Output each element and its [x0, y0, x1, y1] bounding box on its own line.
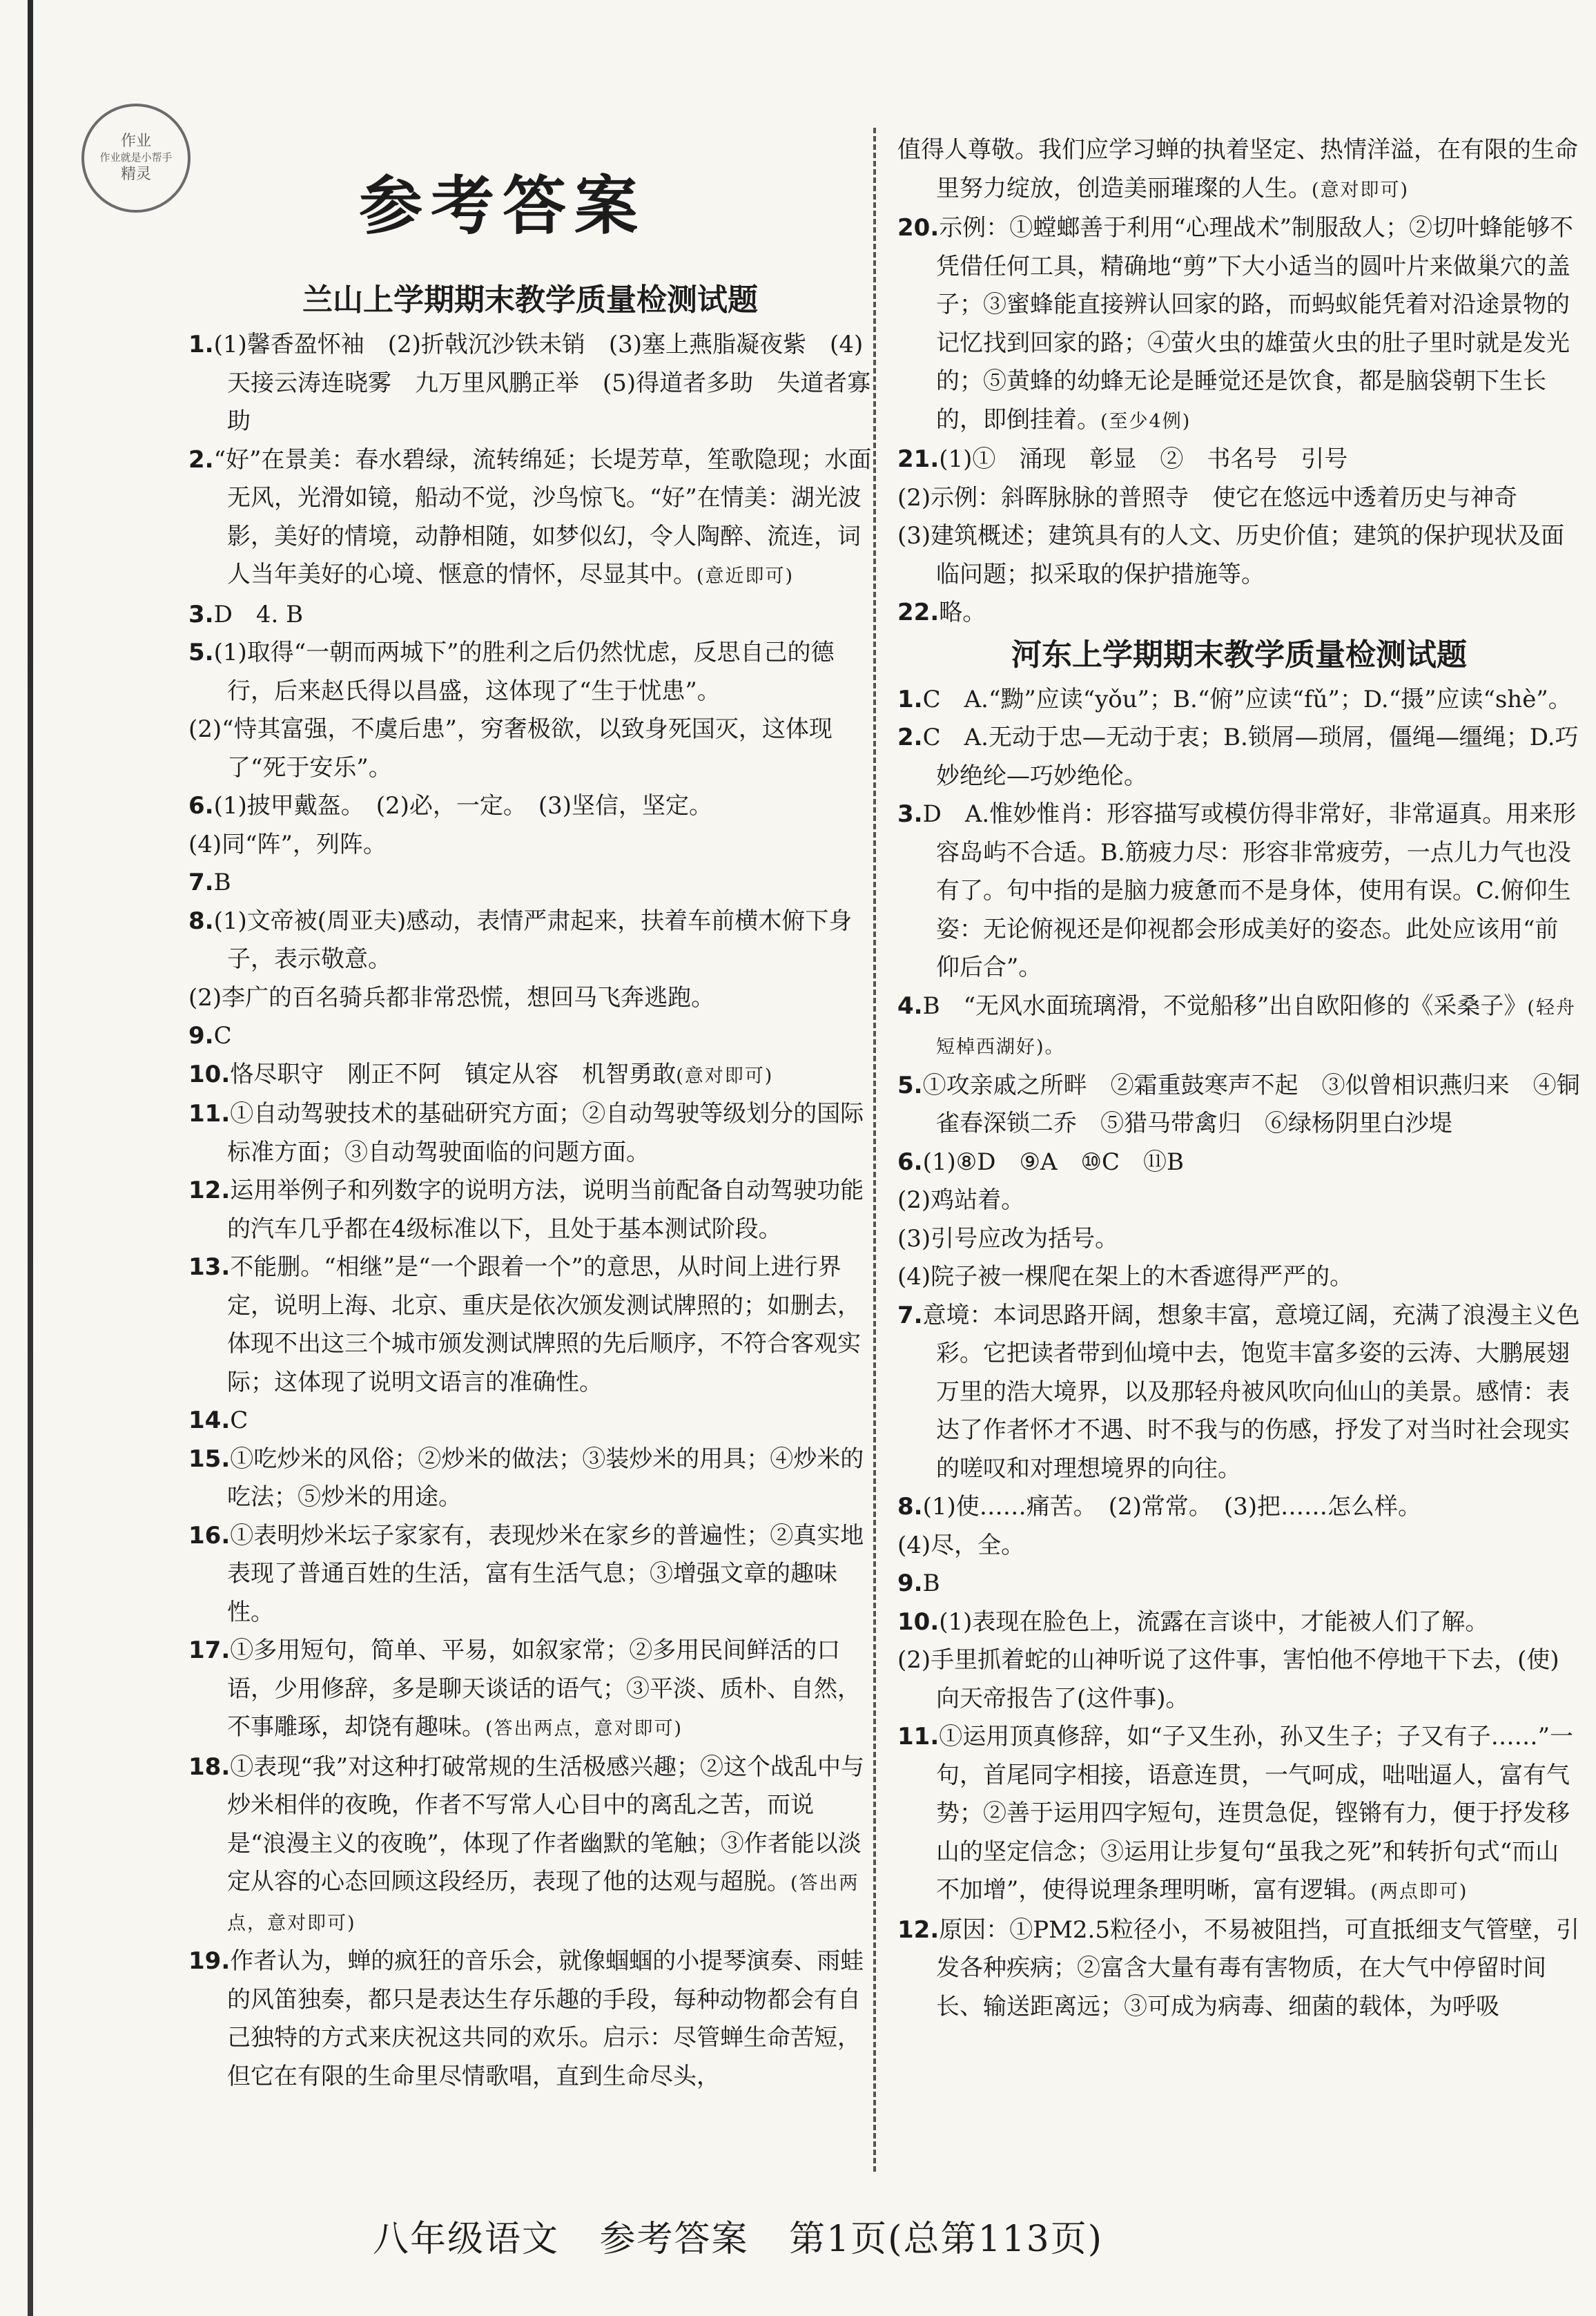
- answer-item: [897, 1527, 1581, 1565]
- page-footer: [373, 2210, 1131, 2261]
- answer-item: [897, 1718, 1581, 1911]
- answer-item: [897, 441, 1581, 479]
- left-section-title: 兰山上学期期末教学质量检测试题: [302, 282, 758, 318]
- answer-number: 21.: [897, 445, 940, 473]
- answer-number: 14.: [188, 1407, 231, 1434]
- left-column: [188, 278, 872, 2096]
- answer-number: 7.: [188, 869, 214, 896]
- answer-number: 7.: [897, 1301, 923, 1329]
- answer-text: ①表现“我”对这种打破常规的生活极感兴趣；②这个战乱中与炒米相伴的夜晚，作者不写常人心目中的离乱之苦，而说是“浪漫主义的夜晚”，体现了作者幽默的笔触；③作者能以淡定从容的心态回顾这段经历，表现了他的达观与超脱。: [227, 1753, 864, 1895]
- answer-item: [897, 594, 1581, 633]
- answer-text: 示例：①螳螂善于利用“心理战术”制服敌人；②切叶蜂能够不凭借任何工具，精确地“剪”下大小适当的圆叶片来做巢穴的盖子；③蜜蜂能直接辨认回家的路，而蚂蚁能凭着对沿途景物的记忆找到回家的路；④萤火虫的雄萤火虫的肚子里时就是发光的；⑤黄蜂的幼蜂无论是睡觉还是饮食，都是脑袋朝下生长的，即倒挂着。: [936, 214, 1573, 434]
- answer-text: (2)鸡站着。: [897, 1186, 1025, 1214]
- answer-note: (意近即可): [697, 566, 795, 587]
- answer-text: 略。: [939, 599, 986, 626]
- answer-text: ①运用顶真修辞，如“子又生孙，孙又生子；子又有子……”一句，首尾同字相接，语意连贯，一气呵成，咄咄逼人，富有气势；②善于运用四字短句，连贯急促，铿锵有力，便于抒发移山的坚定信念；③运用让步复句“虽我之死”和转折句式“而山不加增”，使得说理条理明晰，富有逻辑。: [936, 1723, 1573, 1904]
- answer-number: 13.: [188, 1253, 231, 1281]
- answer-text: (1)⑧D ⑨A ⑩C ⑪B: [922, 1148, 1184, 1176]
- answer-text: C A.“黝”应读“yǒu”；B.“俯”应读“fǔ”；D.“摄”应读“shè”。: [922, 685, 1572, 713]
- answer-item: [188, 1248, 872, 1402]
- answer-item: [897, 1181, 1581, 1220]
- answer-text: ①攻亲戚之所畔 ②霜重鼓寒声不起 ③似曾相识燕归来 ④铜雀春深锁二乔 ⑤猎马带禽归 ⑥绿杨阴里白沙堤: [922, 1071, 1580, 1137]
- answer-item: [897, 1220, 1581, 1259]
- answer-text: ①表明炒米坛子家家有，表现炒米在家乡的普遍性；②真实地表现了普通百姓的生活，富有生活气息；③增强文章的趣味性。: [227, 1521, 864, 1626]
- column-divider: [873, 128, 876, 2172]
- answer-text: (1)馨香盈怀袖 (2)折戟沉沙铁未销 (3)塞上燕脂凝夜紫 (4)天接云涛连晓雾 九万里风鹏正举 (5)得道者多助 失道者寡助: [213, 331, 871, 435]
- answer-item: [897, 795, 1581, 987]
- stamp-middle: 作业就是小帮手: [99, 151, 173, 164]
- answer-item: [188, 1017, 872, 1056]
- answer-item: [188, 711, 872, 787]
- answer-number: 10.: [188, 1060, 231, 1088]
- answer-item: [188, 787, 872, 826]
- answer-note: (轻舟短棹西湖好)。: [936, 996, 1576, 1058]
- answer-item: [897, 517, 1581, 594]
- answer-number: 20.: [897, 214, 940, 242]
- answer-item: [897, 681, 1581, 720]
- answer-number: 2.: [188, 445, 214, 474]
- answer-text: D 4. B: [213, 600, 304, 628]
- answer-number: 22.: [897, 599, 940, 626]
- answer-item: [897, 1603, 1581, 1642]
- right-section-title: 河东上学期期末教学质量检测试题: [1011, 637, 1467, 673]
- answer-text: (1)取得“一朝而两城下”的胜利之后仍然忧虑，反思自己的德行，后来赵氏得以昌盛，这体现了“生于忧患”。: [213, 639, 835, 705]
- answer-number: 15.: [188, 1445, 231, 1473]
- footer-subject: 八年级语文: [373, 2219, 560, 2260]
- answer-item: [188, 826, 872, 865]
- answer-text: (1)披甲戴盔。 (2)必，一定。 (3)坚信，坚定。: [213, 792, 713, 820]
- answer-text: 运用举例子和列数字的说明方法，说明当前配备自动驾驶功能的汽车几乎都在4级标准以下，且处于基本测试阶段。: [227, 1177, 864, 1243]
- left-answer-list: [188, 326, 872, 2096]
- answer-item: [188, 1517, 872, 1632]
- answer-item: [188, 864, 872, 903]
- answer-text: C: [213, 1022, 232, 1050]
- answer-item: [897, 1641, 1581, 1718]
- answer-item: [897, 1297, 1581, 1489]
- answer-item: [897, 1067, 1581, 1143]
- answer-text: D A.惟妙惟肖：形容描写或模仿得非常好，非常逼真。用来形容岛屿不合适。B.筋疲力尽：形容非常疲劳，一点儿力气也没有了。句中指的是脑力疲惫而不是身体，使用有误。C.俯仰生姿：无论俯视还是仰视都会形成美好的姿态。此处应该用“前仰后合”。: [922, 800, 1577, 981]
- answer-number: 3.: [897, 800, 923, 828]
- answer-item: [188, 596, 872, 635]
- answer-item: [897, 719, 1581, 795]
- answer-number: 1.: [188, 331, 214, 358]
- answer-number: 12.: [188, 1177, 231, 1204]
- page-edge: [28, 0, 33, 2316]
- answer-number: 11.: [188, 1100, 231, 1128]
- logo-stamp: [81, 104, 191, 213]
- answer-text: C A.无动于忠—无动于衷；B.锁屑—琐屑，僵绳—缰绳；D.巧妙绝纶—巧妙绝伦。: [922, 724, 1579, 790]
- answer-item: [188, 1056, 872, 1096]
- answer-number: 3.: [188, 600, 214, 628]
- answer-text: 恪尽职守 刚正不阿 镇定从容 机智勇敢: [230, 1060, 677, 1088]
- answer-item: [897, 1143, 1581, 1182]
- answer-number: 9.: [188, 1022, 214, 1050]
- stamp-top: 作业: [120, 132, 151, 150]
- answer-item: [188, 441, 872, 596]
- answer-number: 1.: [897, 685, 923, 713]
- answer-note: (意对即可): [676, 1065, 774, 1087]
- answer-number: 16.: [188, 1521, 231, 1550]
- answer-text: 意境：本词思路开阔，想象丰富，意境辽阔，充满了浪漫主义色彩。它把读者带到仙境中去，饱览丰富多姿的云涛、大鹏展翅万里的浩大境界，以及那轻舟被风吹向仙山的美景。感情：表达了作者怀才不遇、时不我与的伤感，抒发了对当时社会现实的嗟叹和对理想境界的向往。: [922, 1301, 1580, 1483]
- answer-text: (2)李广的百名骑兵都非常恐慌，想回马飞奔逃跑。: [188, 983, 715, 1012]
- answer-number: 17.: [188, 1637, 231, 1664]
- answer-note: (意对即可): [1312, 179, 1410, 201]
- answer-note: (答出两点，意对即可): [227, 1873, 859, 1934]
- answer-item: [188, 1748, 872, 1943]
- answer-text: (2)示例：斜晖脉脉的普照寺 使它在悠远中透着历史与神奇: [897, 483, 1518, 512]
- answer-item: [897, 1911, 1581, 2027]
- answer-text: “好”在景美：春水碧绿，流转绵延；长堤芳草，笙歌隐现；水面无风，光滑如镜，船动不觉，沙鸟惊飞。“好”在情美：湖光波影，美好的情境，动静相随，如梦似幻，令人陶醉、流连，词人当年美好的心境、惬意的情怀，尽显其中。: [213, 445, 872, 588]
- answer-text: (3)建筑概述；建筑具有的人文、历史价值；建筑的保护现状及面临问题；拟采取的保护措施等。: [897, 522, 1565, 588]
- answer-number: 8.: [188, 907, 214, 935]
- answer-item: [188, 1095, 872, 1172]
- answer-text: (1)文帝被(周亚夫)感动，表情严肃起来，扶着车前横木俯下身子，表示敬意。: [213, 907, 853, 973]
- answer-text: B “无风水面琉璃滑，不觉船移”出自欧阳修的《采桑子》: [922, 992, 1528, 1020]
- answer-item: [897, 209, 1581, 441]
- answer-text: (1)表现在脸色上，流露在言谈中，才能被人们了解。: [939, 1608, 1489, 1636]
- answer-item: [897, 1488, 1581, 1527]
- answer-text: 值得人尊敬。我们应学习蝉的执着坚定、热情洋溢，在有限的生命里努力绽放，创造美丽璀璨的人生。: [897, 136, 1578, 202]
- answer-number: 5.: [188, 639, 214, 666]
- answer-item: [188, 1942, 872, 2096]
- answer-text: B: [213, 869, 231, 896]
- answer-item: [897, 1258, 1581, 1297]
- answer-text: (1)① 涌现 彰显 ② 书名号 引号: [939, 445, 1348, 473]
- answer-text: (2)手里抓着蛇的山神听说了这件事，害怕他不停地干下去，(使)向天帝报告了(这件事)。: [897, 1646, 1559, 1712]
- answer-item: [897, 131, 1581, 209]
- answer-item: [188, 903, 872, 979]
- answer-text: 不能删。“相继”是“一个跟着一个”的意思，从时间上进行界定，说明上海、北京、重庆是依次颁发测试牌照的；如删去，体现不出这三个城市颁发测试牌照的先后顺序，不符合客观实际；这体现了说明文语言的准确性。: [227, 1253, 861, 1396]
- answer-number: 10.: [897, 1608, 940, 1636]
- footer-page: 第1页(总第113页): [789, 2219, 1104, 2260]
- answer-note: (至少4例): [1100, 410, 1191, 432]
- stamp-bottom: 精灵: [120, 165, 151, 183]
- answer-number: 4.: [897, 992, 923, 1020]
- page-title: 参考答案: [359, 169, 647, 243]
- answer-item: [897, 1565, 1581, 1603]
- answer-text: (2)“恃其富强，不虞后患”，穷奢极欲，以致身死国灭，这体现了“死于安乐”。: [188, 715, 833, 782]
- answer-item: [188, 1632, 872, 1748]
- answer-text: ①多用短句，简单、平易，如叙家常；②多用民间鲜活的口语，少用修辞，多是聊天谈话的语气；③平淡、质朴、自然，不事雕琢，却饶有趣味。: [227, 1637, 861, 1741]
- right-answer-list-b: [897, 681, 1581, 2027]
- answer-item: [188, 634, 872, 711]
- answer-number: 19.: [188, 1947, 231, 1975]
- answer-number: 18.: [188, 1753, 231, 1781]
- answer-text: 原因：①PM2.5粒径小，不易被阻挡，可直抵细支气管壁，引发各种疾病；②富含大量有毒有害物质，在大气中停留时间长、输送距离远；③可成为病毒、细菌的载体，为呼吸: [936, 1915, 1579, 2020]
- answer-number: 6.: [188, 792, 214, 820]
- answer-number: 11.: [897, 1723, 940, 1750]
- answer-item: [188, 1402, 872, 1440]
- answer-text: C: [230, 1407, 249, 1434]
- answer-text: ①吃炒米的风俗；②炒米的做法；③装炒米的用具；④炒米的吃法；⑤炒米的用途。: [227, 1445, 864, 1511]
- answer-item: [188, 979, 872, 1018]
- answer-number: 12.: [897, 1915, 940, 1944]
- answer-item: [897, 987, 1581, 1067]
- answer-text: (3)引号应改为括号。: [897, 1224, 1119, 1253]
- answer-number: 6.: [897, 1148, 923, 1176]
- answer-number: 5.: [897, 1071, 923, 1099]
- answer-item: [188, 1172, 872, 1248]
- answer-text: B: [922, 1570, 940, 1597]
- answer-text: ①自动驾驶技术的基础研究方面；②自动驾驶等级划分的国际标准方面；③自动驾驶面临的问题方面。: [227, 1100, 864, 1166]
- answer-text: 作者认为，蝉的疯狂的音乐会，就像蝈蝈的小提琴演奏、雨蛙的风笛独奏，都只是表达生存乐趣的手段，每种动物都会有自己独特的方式来庆祝这共同的欢乐。启示：尽管蝉生命苦短，但它在有限的生命里尽情歌唱，直到生命尽头，: [227, 1947, 864, 2090]
- answer-number: 2.: [897, 724, 923, 751]
- answer-text: (1)使……痛苦。 (2)常常。 (3)把……怎么样。: [922, 1493, 1422, 1521]
- answer-text: (4)同“阵”，列阵。: [188, 830, 387, 858]
- answer-item: [897, 479, 1581, 518]
- answer-note: (答出两点，意对即可): [485, 1718, 683, 1739]
- answer-item: [188, 1440, 872, 1517]
- answer-text: (4)尽，全。: [897, 1531, 1025, 1559]
- answer-item: [188, 326, 872, 441]
- answer-text: (4)院子被一棵爬在架上的木香遮得严严的。: [897, 1263, 1354, 1291]
- right-answer-list-a: [897, 131, 1581, 633]
- answer-note: (两点即可): [1370, 1881, 1468, 1902]
- right-column: [897, 131, 1581, 2026]
- answer-number: 8.: [897, 1493, 923, 1521]
- footer-label: 参考答案: [599, 2219, 749, 2260]
- answer-number: 9.: [897, 1570, 923, 1597]
